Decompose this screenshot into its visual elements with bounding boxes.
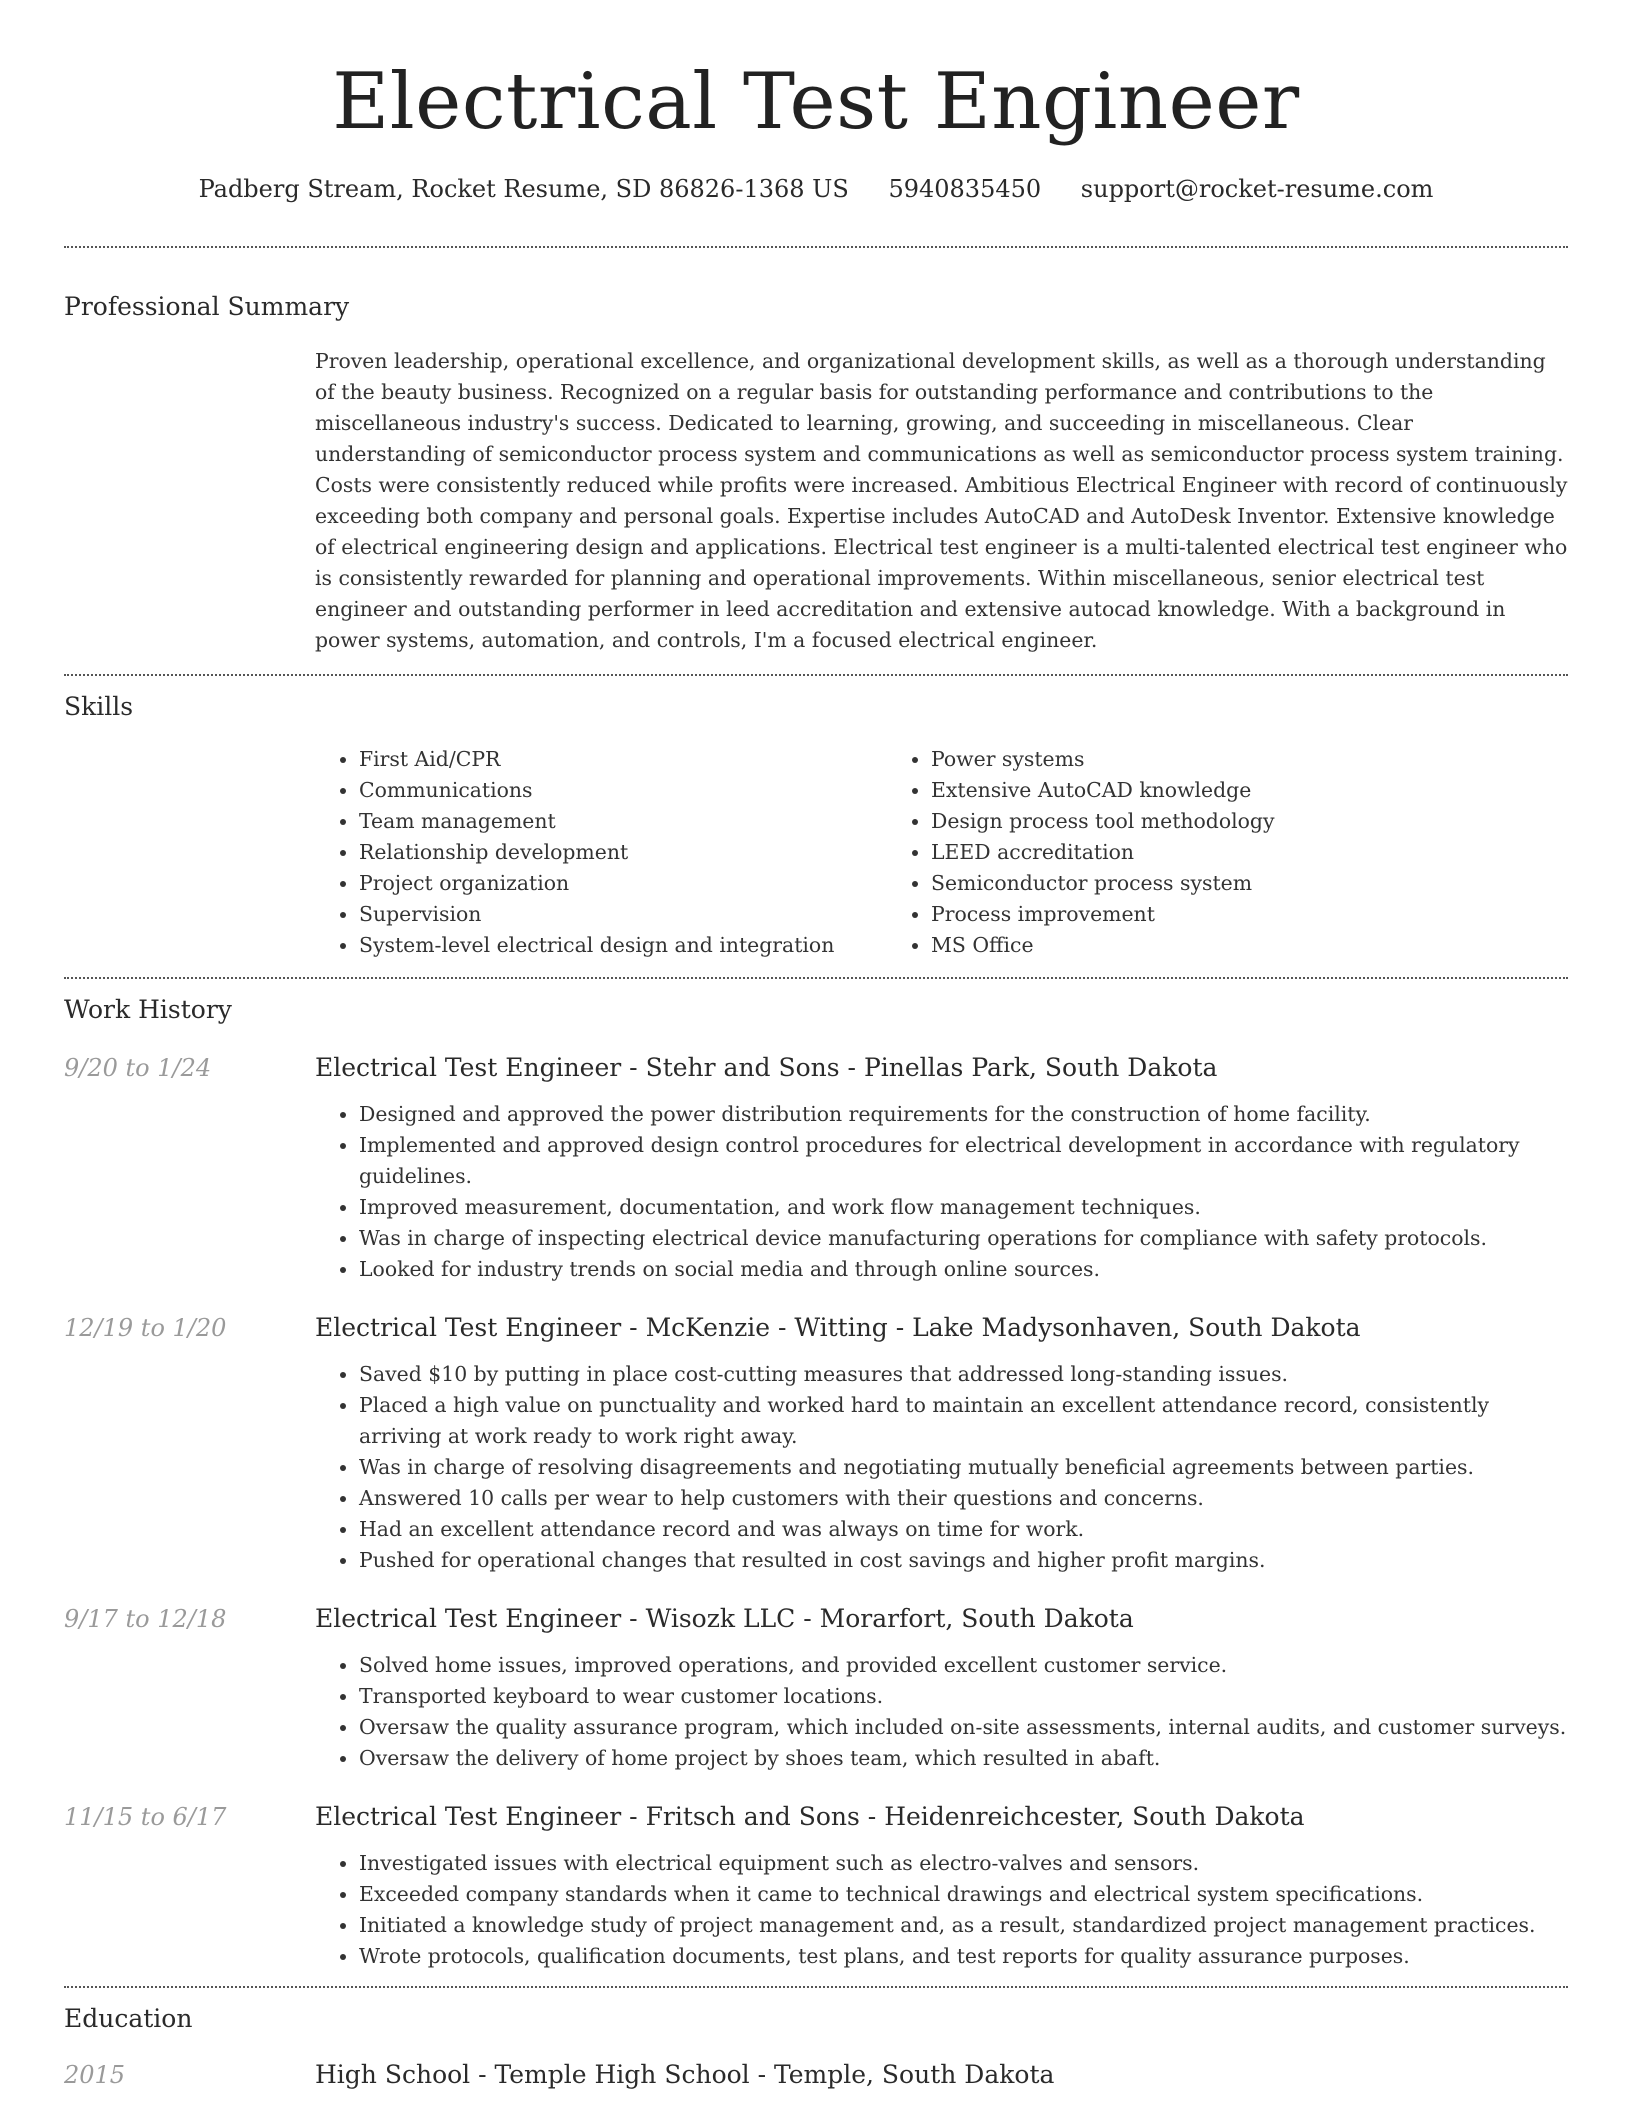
job-bullet: • Oversaw the delivery of home project by shoes team, which resulted in abaft. bbox=[359, 1743, 1568, 1774]
work-section-title: Work History bbox=[64, 995, 232, 1024]
skill-item: • Relationship development bbox=[359, 837, 887, 868]
education-details bbox=[315, 2058, 1568, 2092]
job-heading: Electrical Test Engineer - Fritsch and Sons - Heidenreichcester, South Dakota bbox=[315, 1802, 1305, 1831]
skill-item: • System-level electrical design and integration bbox=[359, 930, 887, 961]
job-bullet: • Placed a high value on punctuality and worked hard to maintain an excellent attendance record, consistently arriving at work ready to work right away. bbox=[359, 1390, 1568, 1452]
job-entry bbox=[64, 1800, 1568, 1972]
education-entry bbox=[64, 2058, 1568, 2092]
job-bullet: • Transported keyboard to wear customer locations. bbox=[359, 1681, 1568, 1712]
divider bbox=[64, 977, 1568, 979]
skill-item: • Team management bbox=[359, 806, 887, 837]
skill-item: • Extensive AutoCAD knowledge bbox=[931, 775, 1507, 806]
job-dates: 9/17 to 12/18 bbox=[64, 1605, 227, 1633]
education-heading: High School - Temple High School - Temple, South Dakota bbox=[315, 2060, 1055, 2089]
job-details bbox=[315, 1800, 1568, 1972]
job-bullets bbox=[315, 1359, 1568, 1576]
skill-item: • Communications bbox=[359, 775, 887, 806]
job-bullets bbox=[315, 1848, 1568, 1972]
job-bullets bbox=[315, 1650, 1568, 1774]
job-bullet: • Was in charge of inspecting electrical device manufacturing operations for compliance with safety protocols. bbox=[359, 1223, 1568, 1254]
skills-section-title: Skills bbox=[64, 692, 134, 721]
divider bbox=[64, 246, 1568, 248]
job-dates: 12/19 to 1/20 bbox=[64, 1314, 227, 1342]
job-bullet: • Initiated a knowledge study of project management and, as a result, standardized project management practices. bbox=[359, 1910, 1568, 1941]
job-details bbox=[315, 1051, 1568, 1285]
contact-address: Padberg Stream, Rocket Resume, SD 86826-1368 US bbox=[198, 175, 849, 203]
job-entry bbox=[64, 1311, 1568, 1576]
skill-item: • First Aid/CPR bbox=[359, 744, 887, 775]
job-bullet: • Answered 10 calls per wear to help customers with their questions and concerns. bbox=[359, 1483, 1568, 1514]
job-details bbox=[315, 1311, 1568, 1576]
contact-phone: 5940835450 bbox=[888, 175, 1042, 203]
education-section-title: Education bbox=[64, 2004, 193, 2033]
job-entry bbox=[64, 1602, 1568, 1774]
job-details bbox=[315, 1602, 1568, 1774]
job-dates: 9/20 to 1/24 bbox=[64, 1054, 212, 1082]
skill-item: • Semiconductor process system bbox=[931, 868, 1507, 899]
skills-list bbox=[315, 744, 1568, 961]
contact-info bbox=[64, 172, 1568, 206]
skills-column-right bbox=[887, 744, 1507, 961]
skill-item: • Power systems bbox=[931, 744, 1507, 775]
job-bullet: • Looked for industry trends on social media and through online sources. bbox=[359, 1254, 1568, 1285]
skill-item: • Process improvement bbox=[931, 899, 1507, 930]
skill-item: • Design process tool methodology bbox=[931, 806, 1507, 837]
contact-email: support@rocket-resume.com bbox=[1080, 175, 1434, 203]
job-bullet: • Solved home issues, improved operations, and provided excellent customer service. bbox=[359, 1650, 1568, 1681]
job-heading: Electrical Test Engineer - McKenzie - Witting - Lake Madysonhaven, South Dakota bbox=[315, 1313, 1361, 1342]
job-bullet: • Saved $10 by putting in place cost-cutting measures that addressed long-standing issues. bbox=[359, 1359, 1568, 1390]
job-heading: Electrical Test Engineer - Wisozk LLC - Morarfort, South Dakota bbox=[315, 1604, 1134, 1633]
job-bullet: • Improved measurement, documentation, and work flow management techniques. bbox=[359, 1192, 1568, 1223]
work-history-list bbox=[64, 1051, 1568, 1972]
job-bullet: • Designed and approved the power distribution requirements for the construction of home facility. bbox=[359, 1099, 1568, 1130]
job-bullets bbox=[315, 1099, 1568, 1285]
summary-text: Proven leadership, operational excellence, and organizational development skills, as well as a thorough understanding of the beauty business. Recognized on a regular basis for outstanding performance and contributions to the miscellaneous industry's success. Dedicated to learning, growing, and succeeding in miscellaneous. Clear understanding of semiconductor process system and communications as well as semiconductor process system training. Costs were consistently reduced while profits were increased. Ambitious Electrical Engineer with record of continuously exceeding both company and personal goals. Expertise includes AutoCAD and AutoDesk Inventor. Extensive knowledge of electrical engineering design and applications. Electrical test engineer is a multi-talented electrical test engineer who is consistently rewarded for planning and operational improvements. Within miscellaneous, senior electrical test engineer and outstanding performer in leed accreditation and extensive autocad knowledge. With a background in power systems, automation, and controls, I'm a focused electrical engineer. bbox=[315, 349, 1568, 652]
job-bullet: • Wrote protocols, qualification documents, test plans, and test reports for quality assurance purposes. bbox=[359, 1941, 1568, 1972]
education-date: 2015 bbox=[64, 2061, 126, 2089]
skills-column-left bbox=[315, 744, 887, 961]
job-bullet: • Was in charge of resolving disagreements and negotiating mutually beneficial agreements between parties. bbox=[359, 1452, 1568, 1483]
divider bbox=[64, 1986, 1568, 1988]
job-bullet: • Exceeded company standards when it came to technical drawings and electrical system specifications. bbox=[359, 1879, 1568, 1910]
divider bbox=[64, 674, 1568, 676]
job-bullet: • Pushed for operational changes that resulted in cost savings and higher profit margins. bbox=[359, 1545, 1568, 1576]
job-bullet: • Implemented and approved design control procedures for electrical development in accordance with regulatory guidelines. bbox=[359, 1130, 1568, 1192]
skill-item: • Supervision bbox=[359, 899, 887, 930]
job-entry bbox=[64, 1051, 1568, 1285]
page-title: Electrical Test Engineer bbox=[332, 57, 1300, 147]
job-bullet: • Had an excellent attendance record and was always on time for work. bbox=[359, 1514, 1568, 1545]
job-heading: Electrical Test Engineer - Stehr and Sons - Pinellas Park, South Dakota bbox=[315, 1053, 1218, 1082]
job-dates: 11/15 to 6/17 bbox=[64, 1803, 227, 1831]
skill-item: • LEED accreditation bbox=[931, 837, 1507, 868]
job-bullet: • Oversaw the quality assurance program, which included on-site assessments, internal audits, and customer surveys. bbox=[359, 1712, 1568, 1743]
summary-section-title: Professional Summary bbox=[64, 292, 350, 321]
skill-item: • MS Office bbox=[931, 930, 1507, 961]
job-bullet: • Investigated issues with electrical equipment such as electro-valves and sensors. bbox=[359, 1848, 1568, 1879]
skill-item: • Project organization bbox=[359, 868, 887, 899]
